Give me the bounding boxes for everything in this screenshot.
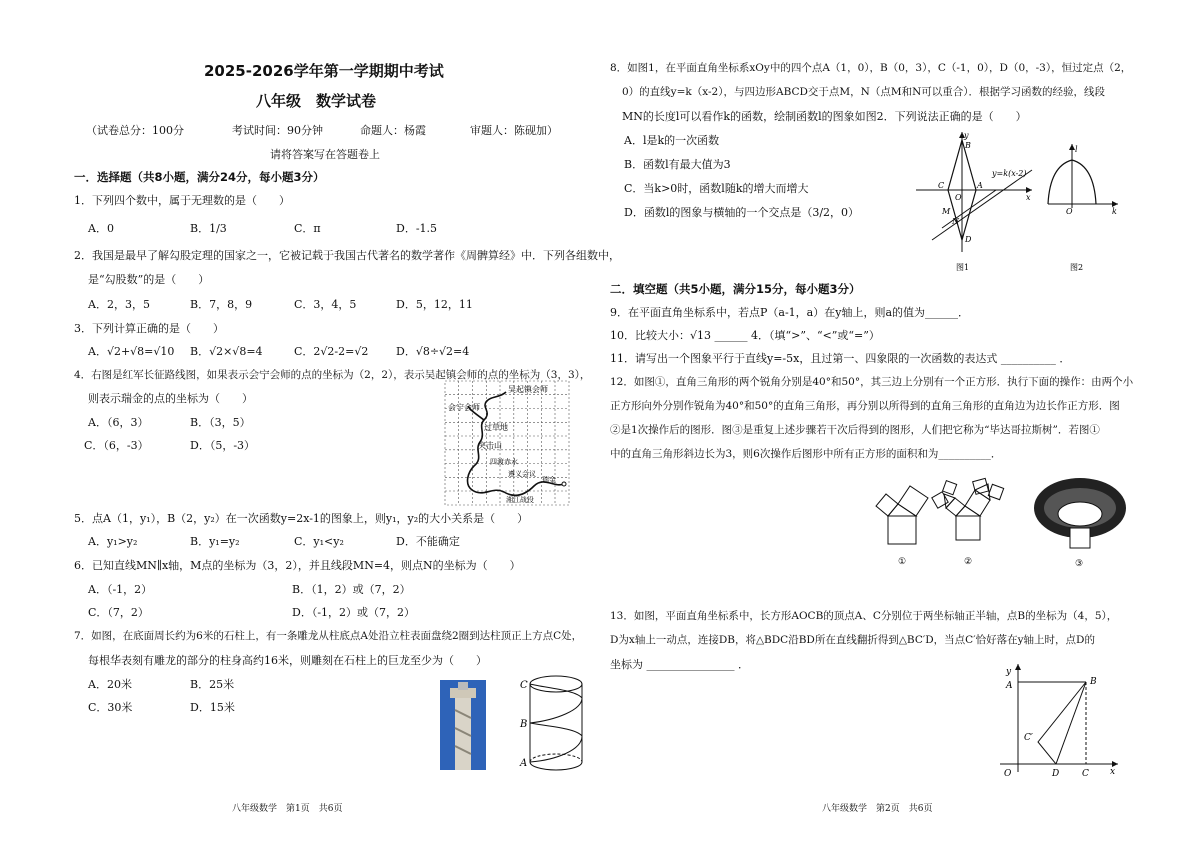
q3-stem: 3．下列计算正确的是（ ） <box>74 322 224 335</box>
notice: 请将答案写在答题卷上 <box>270 148 380 161</box>
cylinder-figure <box>516 672 586 776</box>
exam-title: 2025-2026学年第一学期期中考试 <box>204 62 444 80</box>
q2-option-b: B．7，8，9 <box>190 298 253 311</box>
q6-option-b: B．（1，2）或（7，2） <box>292 583 411 596</box>
q6-option-d: D．（-1，2）或（7，2） <box>292 606 416 619</box>
q7-option-a: A．20米 <box>88 678 132 691</box>
fig1-label-m: M <box>942 207 951 216</box>
info-reviewer: 审题人：陈砚加） <box>470 124 558 137</box>
stone-pillar-photo <box>440 680 486 770</box>
fig2-label-k: k <box>1112 207 1117 216</box>
fig2-caption: 图2 <box>1070 263 1084 272</box>
map-label-xiangjiang: 湘江战役 <box>506 496 534 504</box>
info-time: 考试时间：90分钟 <box>232 124 323 137</box>
cylinder-label-a: A <box>520 758 528 769</box>
q12-line4: 中的直角三角形斜边长为3，则6次操作后图形中所有正方形的面积和为__________． <box>610 448 1002 460</box>
pythagoras-figure-3 <box>1030 470 1130 570</box>
map-label-tuji: 突击山 <box>478 441 502 450</box>
q2-stem-line2: 是“勾股数”的是（ ） <box>88 273 210 286</box>
long-march-map-figure <box>444 380 570 506</box>
fig1-label-d: D <box>965 235 972 244</box>
q6-option-a: A．（-1，2） <box>88 583 153 596</box>
fig1-label-b: B <box>965 141 971 150</box>
q4-option-d: D．（5，-3） <box>190 439 256 452</box>
q13-label-d: D <box>1052 769 1060 779</box>
q13-rectangle-figure <box>996 660 1122 780</box>
section-fill-title: 二．填空题（共5小题，满分15分，每小题3分） <box>610 282 861 296</box>
q3-option-b: B．√2×√8=4 <box>190 345 263 358</box>
q8-figure-2 <box>1046 142 1120 272</box>
q13-label-x: x <box>1110 767 1116 777</box>
map-label-grassland: 过草地 <box>484 423 508 432</box>
q1-option-a: A．0 <box>88 222 114 235</box>
q5-stem: 5．点A（1，y₁），B（2，y₂）在一次函数y=2x-1的图象上，则y₁，y₂的大小关系是（ ） <box>74 512 529 525</box>
pythagoras-caption-2: ② <box>964 557 973 567</box>
q3-option-d: D．√8÷√2=4 <box>396 345 470 358</box>
section-choice-title: 一．选择题（共8小题，满分24分，每小题3分） <box>74 170 325 184</box>
q4-option-a: A．（6，3） <box>88 416 149 429</box>
q5-option-a: A．y₁>y₂ <box>88 535 138 548</box>
info-total: （试卷总分：100分 <box>86 124 184 137</box>
q6-stem: 6．已知直线MN∥x轴，M点的坐标为（3，2），并且线段MN=4，则点N的坐标为（ ） <box>74 559 521 572</box>
q13-line1: 13．如图，平面直角坐标系中，长方形AOCB的顶点A、C分别位于两坐标轴正半轴，点B的坐标为（4，5）， <box>610 610 1118 622</box>
q5-option-d: D．不能确定 <box>396 535 460 548</box>
q4-option-c: C．（6，-3） <box>84 439 149 452</box>
q13-line3: 坐标为 ________________ ． <box>610 658 749 671</box>
q1-stem: 1．下列四个数中，属于无理数的是（ ） <box>74 194 290 207</box>
map-label-chishui: 四渡赤水 <box>490 458 518 466</box>
q13-label-b: B <box>1090 677 1097 687</box>
map-label-zunyi: 遵义会议 <box>508 470 536 478</box>
fig2-label-o: O <box>1066 207 1073 216</box>
fig1-label-c: C <box>938 181 945 190</box>
footer-page-2: 八年级数学 第2页 共6页 <box>822 804 933 814</box>
q8-stem-line2: 0）的直线y=k（x-2），与四边形ABCD交于点M，N（点M和N可以重合）．根据学习函数的经验，线段 <box>622 86 1106 98</box>
pythagoras-caption-1: ① <box>898 557 907 567</box>
q7-option-d: D．15米 <box>190 701 235 714</box>
q13-label-a: A <box>1006 681 1013 691</box>
page-2 <box>600 0 1200 848</box>
q4-option-b: B．（3，5） <box>190 416 251 429</box>
map-label-huining: 会宁会师 <box>448 403 480 412</box>
exam-subtitle: 八年级 数学试卷 <box>256 92 377 110</box>
q4-stem-line2: 则表示瑞金的点的坐标为（ ） <box>88 392 253 405</box>
footer-page-1: 八年级数学 第1页 共6页 <box>232 804 343 814</box>
q8-figure-1 <box>912 128 1036 272</box>
q10-text: 10．比较大小：√13 ______ 4．（填“>”、“<”或“=”） <box>610 329 880 342</box>
q11-text: 11．请写出一个图象平行于直线y=-5x，且过第一、四象限的一次函数的表达式 __________ ． <box>610 352 1071 365</box>
q1-option-c: C．π <box>294 222 321 235</box>
q8-stem-line3: MN的长度l可以看作k的函数，绘制函数l的图象如图2．下列说法正确的是（ ） <box>622 110 1027 123</box>
q8-stem-line1: 8．如图1，在平面直角坐标系xOy中的四个点A（1，0），B（0，3），C（-1，0），D（0，-3），恒过定点（2， <box>610 62 1132 74</box>
fig1-label-x: x <box>1026 193 1031 202</box>
q13-label-c: C <box>1082 769 1089 779</box>
q8-option-c: C．当k>0时，函数l随k的增大而增大 <box>624 182 809 195</box>
q7-option-c: C．30米 <box>88 701 133 714</box>
q7-stem-line2: 每根华表刻有雕龙的部分的柱身高约16米，则雕刻在石柱上的巨龙至少为（ ） <box>88 654 487 667</box>
q6-option-c: C．（7，2） <box>88 606 149 619</box>
q12-line3: ②是1次操作后的图形．图③是重复上述步骤若干次后得到的图形，人们把它称为“毕达哥拉斯树”．若图① <box>610 424 1100 436</box>
fig1-caption: 图1 <box>956 263 970 272</box>
map-label-wuqi: 吴起镇会师 <box>508 385 548 394</box>
q2-option-d: D．5，12，11 <box>396 298 473 311</box>
q12-line2: 正方形向外分别作锐角为40°和50°的直角三角形，再分别以所得到的直角三角形的直角边为边长作正方形．图 <box>610 400 1120 412</box>
fig1-label-o: O <box>955 193 962 202</box>
q1-option-d: D．-1.5 <box>396 222 438 235</box>
q7-stem-line1: 7．如图，在底面周长约为6米的石柱上，有一条雕龙从柱底点A处沿立柱表面盘绕2圈到达柱顶正上方点C处， <box>74 630 583 642</box>
fig1-label-a: A <box>977 181 983 190</box>
q13-label-y: y <box>1006 667 1012 677</box>
q13-line2: D为x轴上一动点，连接DB，将△BDC沿BD所在直线翻折得到△BC′D，当点C′恰好落在y轴上时，点D的 <box>610 634 1095 646</box>
q7-option-b: B．25米 <box>190 678 235 691</box>
q2-stem-line1: 2．我国是最早了解勾股定理的国家之一，它被记载于我国古代著名的数学著作《周髀算经》中．下列各组数中， <box>74 249 620 262</box>
q5-option-c: C．y₁<y₂ <box>294 535 344 548</box>
q9-text: 9．在平面直角坐标系中，若点P（a-1，a）在y轴上，则a的值为______． <box>610 306 970 319</box>
fig1-label-n: N <box>952 217 959 226</box>
q8-option-b: B．函数l有最大值为3 <box>624 158 731 171</box>
cylinder-label-c: C <box>520 680 528 691</box>
q3-option-c: C．2√2-2=√2 <box>294 345 369 358</box>
q4-stem-line1: 4．右图是红军长征路线图，如果表示会宁会师的点的坐标为（2，2），表示吴起镇会师的点的坐标为（3，3）， <box>74 369 591 381</box>
q2-option-c: C．3，4，5 <box>294 298 357 311</box>
q1-option-b: B．1/3 <box>190 222 227 235</box>
fig1-line-label: y=k(x-2) <box>992 169 1027 178</box>
fig1-label-y: y <box>964 131 969 140</box>
q2-option-a: A．2，3，5 <box>88 298 150 311</box>
q8-option-d: D．函数l的图象与横轴的一个交点是（3/2，0） <box>624 206 860 219</box>
q12-line1: 12．如图①，直角三角形的两个锐角分别是40°和50°，其三边上分别有一个正方形．执行下面的操作：由两个小 <box>610 376 1134 388</box>
pythagoras-figure-2 <box>932 480 1006 570</box>
q8-option-a: A．l是k的一次函数 <box>624 134 720 147</box>
info-author: 命题人：杨霞 <box>360 124 426 137</box>
cylinder-label-b: B <box>520 719 528 730</box>
q5-option-b: B．y₁=y₂ <box>190 535 240 548</box>
pythagoras-caption-3: ③ <box>1075 559 1084 569</box>
q3-option-a: A．√2+√8=√10 <box>88 345 175 358</box>
fig2-label-l: l <box>1075 145 1078 154</box>
q13-label-o: O <box>1004 769 1012 779</box>
q13-label-c-prime: C′ <box>1024 733 1033 743</box>
pythagoras-figure-1 <box>874 486 934 570</box>
map-label-ruijin: 瑞金 <box>542 476 556 484</box>
